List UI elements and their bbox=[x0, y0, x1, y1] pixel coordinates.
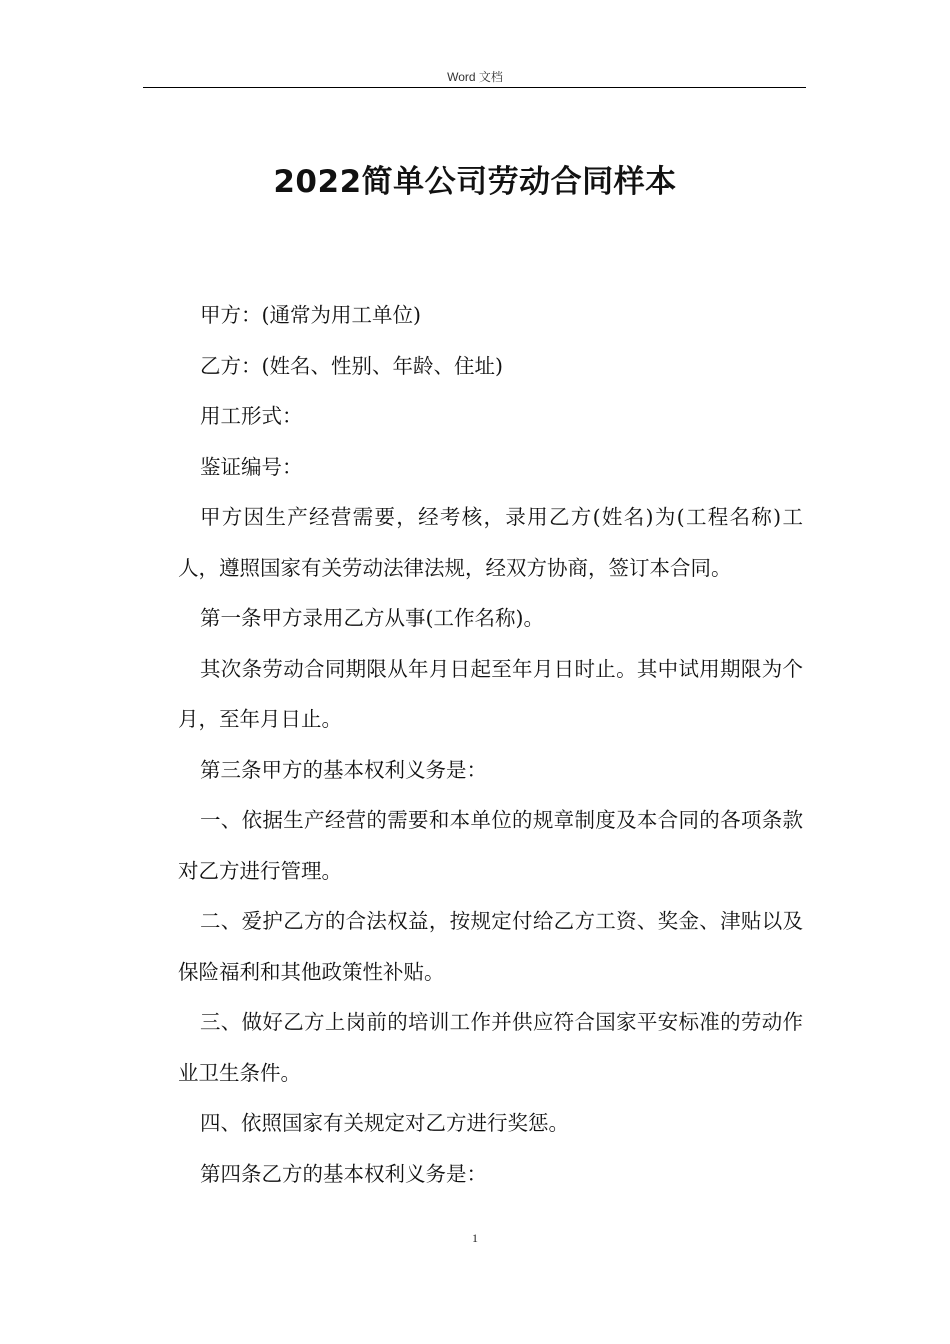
paragraph-article-1: 第一条甲方录用乙方从事(工作名称)。 bbox=[200, 606, 544, 630]
document-body bbox=[178, 290, 803, 1199]
paragraph-article-3-item-2: 二、爱护乙方的合法权益，按规定付给乙方工资、奖金、津贴以及保险福利和其他政策性补贴。 bbox=[178, 909, 803, 984]
paragraph-article-2: 其次条劳动合同期限从年月日起至年月日时止。其中试用期限为个月，至年月日止。 bbox=[178, 656, 803, 731]
paragraph-certification-number: 鉴证编号： bbox=[200, 454, 303, 479]
page-header-label: Word 文档 bbox=[447, 70, 503, 84]
paragraph-party-b: 乙方：(姓名、性别、年龄、住址) bbox=[200, 353, 503, 378]
paragraph-article-3-item-3: 三、做好乙方上岗前的培训工作并供应符合国家平安标准的劳动作业卫生条件。 bbox=[178, 1010, 803, 1085]
document-title: 2022简单公司劳动合同样本 bbox=[273, 164, 677, 200]
paragraph-preamble: 甲方因生产经营需要，经考核，录用乙方(姓名)为(工程名称)工人，遵照国家有关劳动法律法规，经双方协商，签订本合同。 bbox=[178, 505, 803, 580]
paragraph-article-4: 第四条乙方的基本权利义务是： bbox=[200, 1161, 487, 1186]
paragraph-party-a: 甲方：(通常为用工单位) bbox=[200, 303, 421, 327]
header-divider bbox=[143, 87, 806, 88]
paragraph-article-3-item-1: 一、依据生产经营的需要和本单位的规章制度及本合同的各项条款对乙方进行管理。 bbox=[178, 808, 803, 883]
page-number: 1 bbox=[472, 1231, 478, 1245]
paragraph-article-3-item-4: 四、依照国家有关规定对乙方进行奖惩。 bbox=[200, 1111, 569, 1135]
paragraph-article-3: 第三条甲方的基本权利义务是： bbox=[200, 757, 487, 782]
paragraph-employment-form: 用工形式： bbox=[200, 404, 303, 428]
